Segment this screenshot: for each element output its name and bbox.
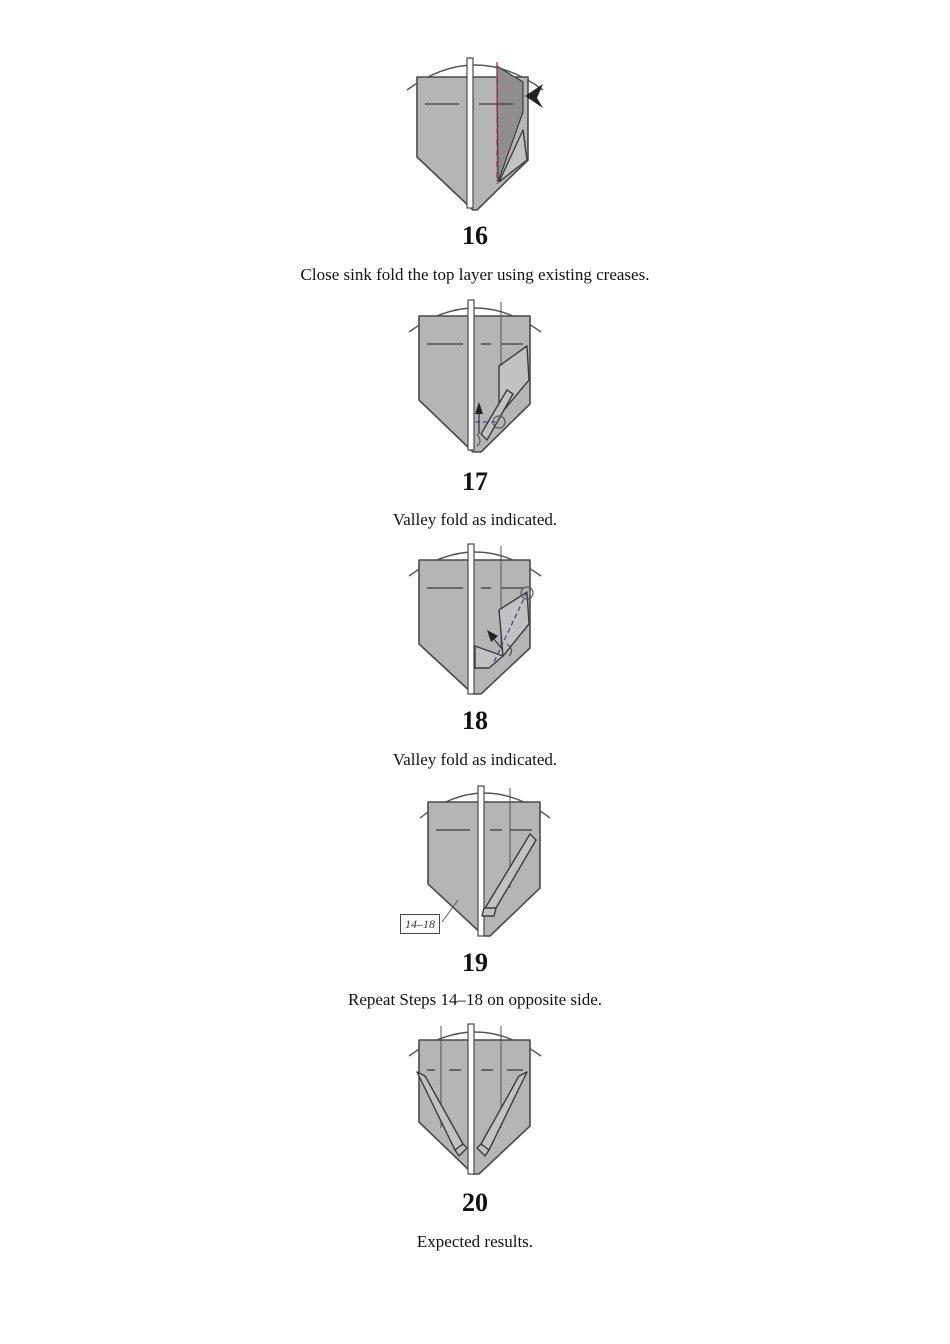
step-16-figure bbox=[395, 52, 555, 212]
step-18-number: 18 bbox=[462, 706, 488, 735]
step-16-caption: Close sink fold the top layer using existing creases. bbox=[300, 265, 650, 284]
step-19-number: 19 bbox=[462, 948, 488, 977]
step-17-figure bbox=[395, 294, 555, 454]
step-18-figure bbox=[395, 538, 555, 698]
step-18-diagram bbox=[395, 538, 555, 698]
step-19-diagram bbox=[398, 780, 558, 940]
step-17-caption: Valley fold as indicated. bbox=[392, 510, 558, 529]
repeat-steps-label: 14–18 bbox=[400, 914, 440, 934]
step-20-number: 20 bbox=[462, 1188, 488, 1217]
step-17-diagram bbox=[395, 294, 555, 454]
step-17-number: 17 bbox=[462, 467, 488, 496]
step-19-caption: Repeat Steps 14–18 on opposite side. bbox=[347, 990, 603, 1009]
step-20-figure bbox=[395, 1018, 555, 1178]
step-18-caption: Valley fold as indicated. bbox=[392, 750, 558, 769]
step-20-caption: Expected results. bbox=[416, 1232, 534, 1251]
step-16-diagram bbox=[395, 52, 555, 212]
step-16-number: 16 bbox=[462, 221, 488, 250]
step-20-diagram bbox=[395, 1018, 555, 1178]
